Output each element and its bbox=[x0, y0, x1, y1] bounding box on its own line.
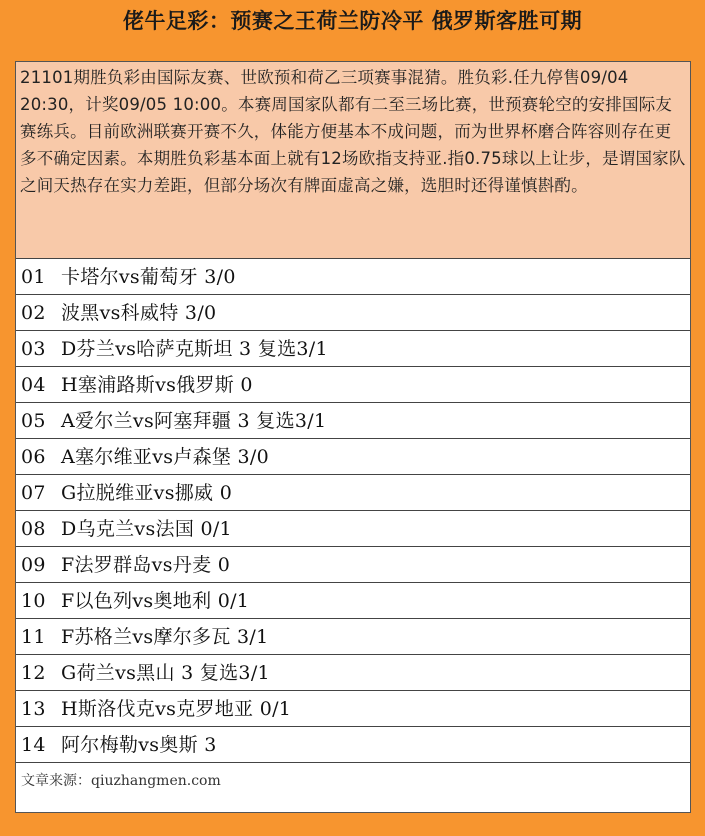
match-text: 卡塔尔vs葡萄牙 3/0 bbox=[61, 266, 236, 288]
match-number: 04 bbox=[21, 374, 46, 396]
match-text: F苏格兰vs摩尔多瓦 3/1 bbox=[61, 626, 269, 648]
match-text: F以色列vs奥地利 0/1 bbox=[61, 590, 250, 612]
match-list bbox=[16, 259, 690, 763]
match-text: A塞尔维亚vs卢森堡 3/0 bbox=[61, 446, 270, 468]
match-row bbox=[16, 619, 690, 655]
match-text: 波黑vs科威特 3/0 bbox=[61, 302, 217, 324]
match-number: 09 bbox=[21, 554, 46, 576]
match-row bbox=[16, 403, 690, 439]
match-text: F法罗群岛vs丹麦 0 bbox=[61, 554, 231, 576]
source-footer: 文章来源：qiuzhangmen.com bbox=[21, 773, 221, 789]
match-number: 10 bbox=[21, 590, 46, 612]
match-row bbox=[16, 691, 690, 727]
match-number: 05 bbox=[21, 410, 46, 432]
match-row bbox=[16, 331, 690, 367]
match-row bbox=[16, 547, 690, 583]
match-number: 08 bbox=[21, 518, 46, 540]
match-number: 11 bbox=[21, 626, 46, 648]
page-title: 佬牛足彩：预赛之王荷兰防冷平 俄罗斯客胜可期 bbox=[122, 9, 583, 33]
match-text: H斯洛伐克vs克罗地亚 0/1 bbox=[61, 698, 292, 720]
match-row bbox=[16, 655, 690, 691]
match-text: A爱尔兰vs阿塞拜疆 3 复选3/1 bbox=[61, 410, 327, 432]
match-row bbox=[16, 727, 690, 763]
match-number: 14 bbox=[21, 734, 46, 756]
match-number: 03 bbox=[21, 338, 46, 360]
match-text: D芬兰vs哈萨克斯坦 3 复选3/1 bbox=[61, 338, 328, 360]
match-number: 06 bbox=[21, 446, 46, 468]
match-text: G荷兰vs黑山 3 复选3/1 bbox=[61, 662, 270, 684]
match-row bbox=[16, 439, 690, 475]
match-number: 12 bbox=[21, 662, 46, 684]
match-row bbox=[16, 259, 690, 295]
match-row bbox=[16, 367, 690, 403]
match-text: H塞浦路斯vs俄罗斯 0 bbox=[61, 374, 253, 396]
match-row bbox=[16, 295, 690, 331]
content-table bbox=[15, 61, 691, 813]
match-number: 13 bbox=[21, 698, 46, 720]
intro-paragraph: 21101期胜负彩由国际友赛、世欧预和荷乙三项赛事混猜。胜负彩.任九停售09/04 20:30，计奖09/05 10:00。本赛周国家队都有二至三场比赛，世预赛轮空的安排国际友赛练兵。目前欧洲联赛开赛不久，体能方便基本不成问题，而为世界杯磨合阵容则存在更多不确定因素。本期胜负彩基本面上就有12场欧指支持亚.指0.75球以上让步，是谓国家队之间天热存在实力差距，但部分场次有牌面虚高之嫌，选胆时还得谨慎斟酌。 bbox=[16, 62, 690, 259]
match-number: 07 bbox=[21, 482, 46, 504]
match-text: D乌克兰vs法国 0/1 bbox=[61, 518, 232, 540]
match-row bbox=[16, 583, 690, 619]
match-number: 01 bbox=[21, 266, 46, 288]
match-text: 阿尔梅勒vs奥斯 3 bbox=[61, 734, 217, 756]
match-row bbox=[16, 475, 690, 511]
match-row bbox=[16, 511, 690, 547]
match-number: 02 bbox=[21, 302, 46, 324]
match-text: G拉脱维亚vs挪威 0 bbox=[61, 482, 233, 504]
